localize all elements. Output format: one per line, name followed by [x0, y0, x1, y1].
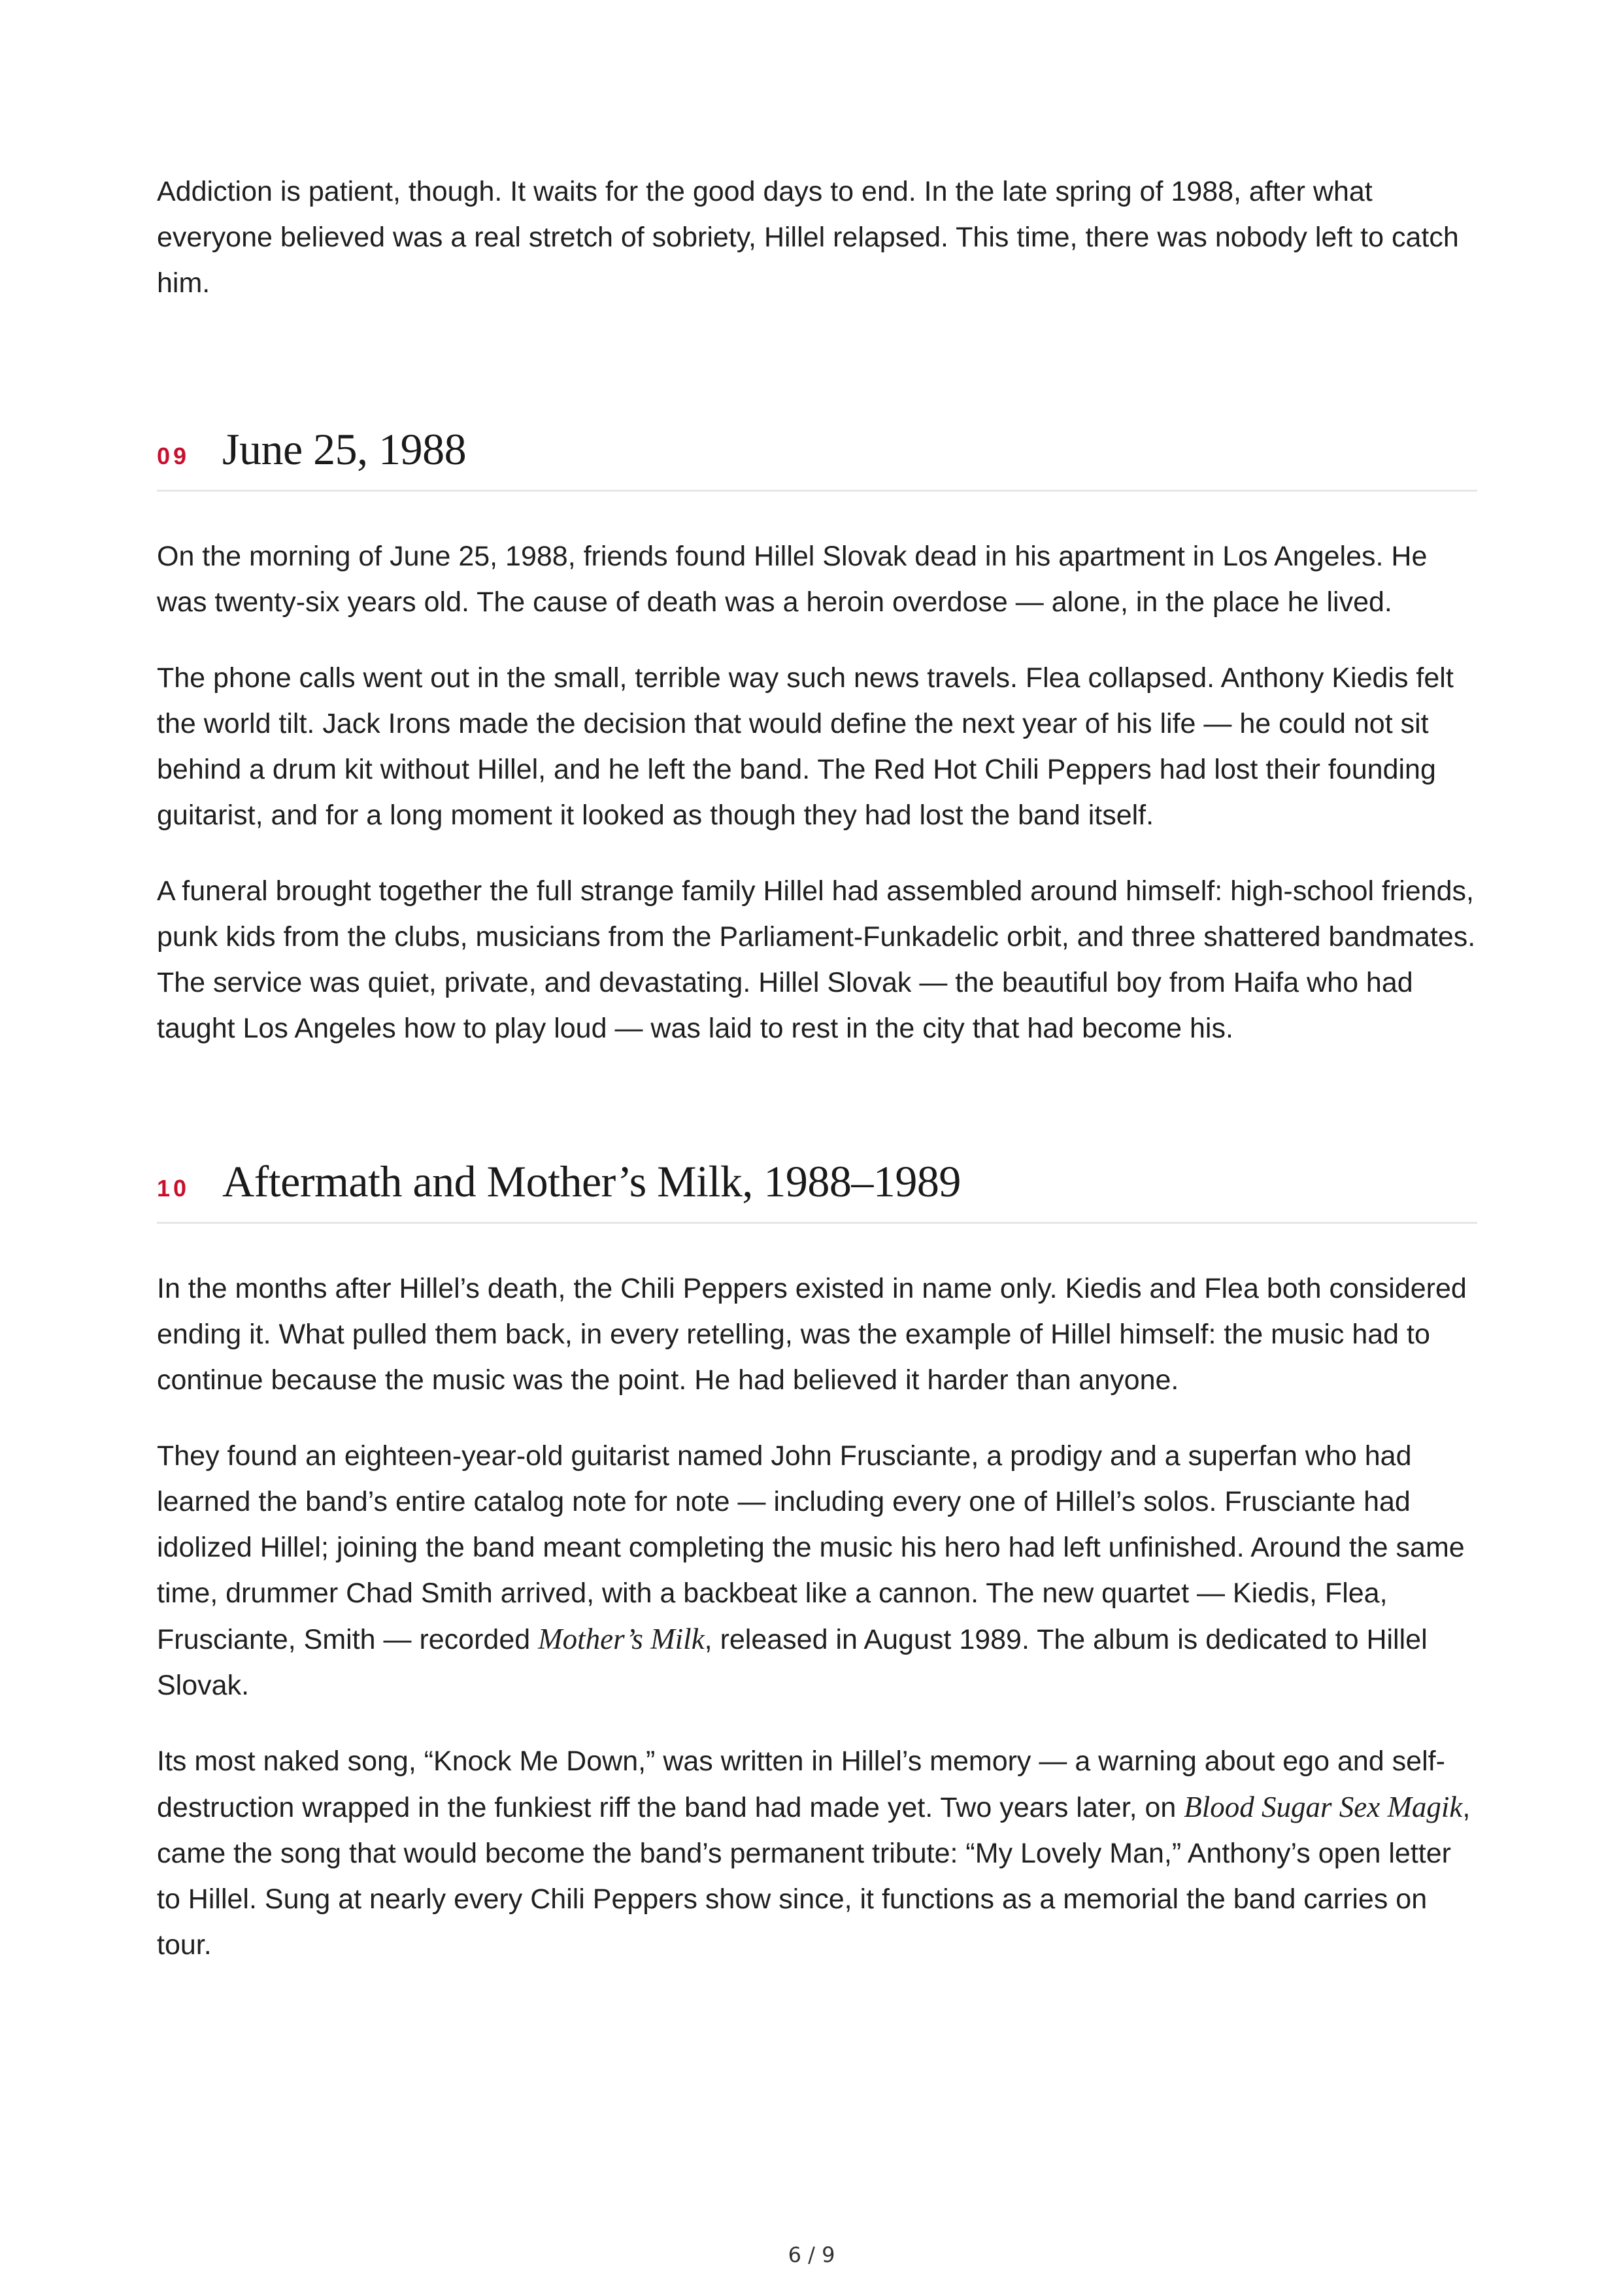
paragraph-text: , released in August 1989. The album is dedicated to Hillel Slovak.	[157, 1624, 1428, 1701]
intro-paragraph: Addiction is patient, though. It waits for the good days to end. In the late spring of 1988, after what everyone believed was a real stretch of sobriety, Hillel relapsed. This time, there was nobody left to catch him.	[157, 176, 1459, 299]
paragraph: On the morning of June 25, 1988, friends found Hillel Slovak dead in his apartment in Los Angeles. He was twenty-six years old. The cause of death was a heroin overdose — alone, in the place he lived.	[157, 541, 1428, 618]
paragraph-text: Its most naked song, “Knock Me Down,” was written in Hillel’s memory — a warning about ego and self-destruction wrapped in the funkiest riff the band had made yet. Two years later, on	[157, 1746, 1445, 1823]
paragraph: In the months after Hillel’s death, the Chili Peppers existed in name only. Kiedis and Flea both considered ending it. What pulled them back, in every retelling, was the example of Hillel himself: the music had to continue because the music was the point. He had believed it harder than anyone.	[157, 1273, 1467, 1396]
section-number: 10	[157, 1175, 190, 1202]
paragraph-text: They found an eighteen-year-old guitarist named John Frusciante, a prodigy and a superfan who had learned the band’s entire catalog note for note — including every one of Hillel’s solos. Frusciante had idolized Hillel; joining the band meant completing the music his hero had left unfinished. Around the same time, drummer Chad Smith arrived, with a backbeat like a cannon. The new quartet — Kiedis, Flea, Frusciante, Smith — recorded	[157, 1440, 1465, 1655]
paragraph	[157, 1433, 1477, 1708]
paragraph: A funeral brought together the full strange family Hillel had assembled around himself: high-school friends, punk kids from the clubs, musicians from the Parliament-Funkadelic orbit, and three shattered bandmates. The service was quiet, private, and devastating. Hillel Slovak — the beautiful boy from Haifa who had taught Los Angeles how to play loud — was laid to rest in the city that had become his.	[157, 875, 1476, 1044]
album-title: Blood Sugar Sex Magik	[1184, 1791, 1463, 1823]
page-number: 6 / 9	[788, 2242, 835, 2267]
section-title: June 25, 1988	[222, 424, 467, 474]
section-09-header	[157, 424, 1477, 492]
paragraph	[157, 1738, 1477, 1968]
section-10-header	[157, 1156, 1477, 1224]
paragraph-text: , came the song that would become the band’s permanent tribute: “My Lovely Man,” Anthony’s open letter to Hillel. Sung at nearly every Chili Peppers show since, it functions as a memorial the band carries on tour.	[157, 1792, 1471, 1961]
document-page	[157, 169, 1477, 1998]
paragraph: The phone calls went out in the small, terrible way such news travels. Flea collapsed. Anthony Kiedis felt the world tilt. Jack Irons made the decision that would define the next year of his life — he could not sit behind a drum kit without Hillel, and he left the band. The Red Hot Chili Peppers had lost their founding guitarist, and for a long moment it looked as though they had lost the band itself.	[157, 662, 1454, 831]
section-number: 09	[157, 443, 190, 469]
section-title: Aftermath and Mother’s Milk, 1988–1989	[222, 1156, 961, 1206]
album-title: Mother’s Milk	[538, 1623, 705, 1655]
